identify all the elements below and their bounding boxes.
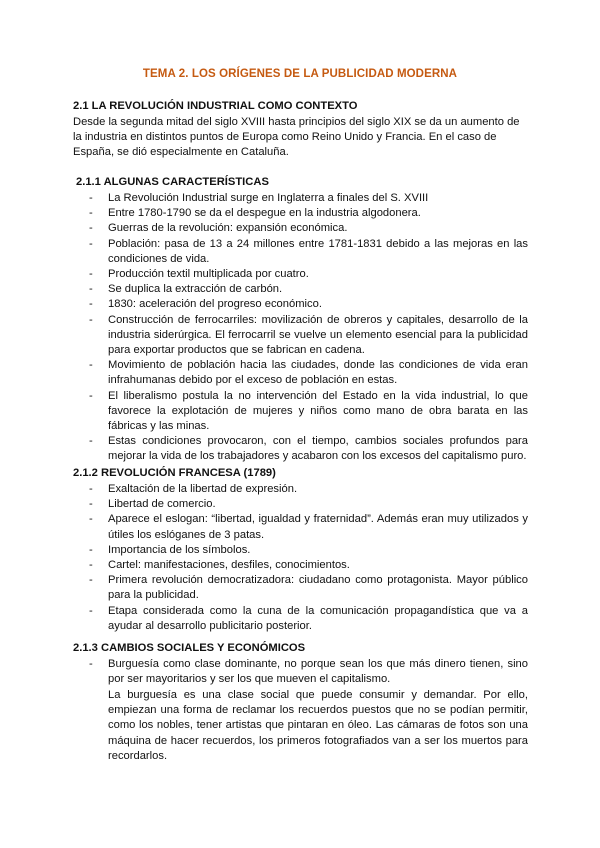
- list-item: [73, 482, 528, 497]
- list-item: [73, 573, 528, 603]
- section-2-1-3-paragraph: La burguesía es una clase social que puede consumir y demandar. Por ello, empiezan una forma de reclamar los recuerdos puestos que no se podían permitir, como los nobles, tener artistas que pintaran en óleo. Las cámaras de fotos son una máquina de hacer recuerdos, los primeros fotografiados van a ser los muertos para recordarlos.: [108, 689, 528, 762]
- list-item-text: Se duplica la extracción de carbón.: [108, 283, 283, 296]
- list-item: [73, 313, 528, 359]
- list-item-text: Cartel: manifestaciones, desfiles, conocimientos.: [108, 559, 350, 572]
- list-item: [73, 543, 528, 558]
- list-item: [73, 434, 528, 464]
- list-item: [73, 297, 528, 312]
- section-2-1-1-heading: 2.1.1 ALGUNAS CARACTERÍSTICAS: [76, 176, 269, 188]
- list-item-text: Aparece el eslogan: “libertad, igualdad y fraternidad”. Además eran muy utilizados y útiles los eslóganes de 3 patas.: [108, 513, 528, 541]
- list-item: [73, 512, 528, 542]
- list-item-text: 1830: aceleración del progreso económico.: [108, 298, 322, 311]
- list-item: [73, 221, 528, 236]
- list-item: [73, 657, 528, 687]
- section-2-1-1-list: [73, 191, 528, 465]
- bullet-dash: -: [89, 389, 93, 402]
- list-item-text: Movimiento de población hacia las ciudades, donde las condiciones de vida eran infrahumanas debido por el exceso de población en estas.: [108, 359, 528, 387]
- list-item-text: Etapa considerada como la cuna de la comunicación propagandística que va a ayudar al desarrollo publicitario posterior.: [108, 604, 528, 632]
- document-title: TEMA 2. LOS ORÍGENES DE LA PUBLICIDAD MODERNA: [142, 68, 458, 80]
- section-2-1-heading: 2.1 LA REVOLUCIÓN INDUSTRIAL COMO CONTEXTO: [73, 100, 358, 112]
- section-2-1-2-list: [73, 482, 528, 634]
- section-2-1-3-list: [73, 657, 528, 687]
- bullet-dash: -: [89, 313, 93, 326]
- bullet-dash: -: [89, 435, 93, 448]
- bullet-dash: -: [89, 192, 93, 204]
- list-item-text: Entre 1780-1790 se da el despegue en la industria algodonera.: [108, 207, 421, 220]
- list-item-text: Estas condiciones provocaron, con el tiempo, cambios sociales profundos para mejorar la vida de los trabajadores y acabaron con los excesos del capitalismo puro.: [108, 435, 528, 463]
- bullet-dash: -: [89, 268, 93, 281]
- list-item-text: La Revolución Industrial surge en Inglaterra a finales del S. XVIII: [108, 192, 429, 204]
- bullet-dash: -: [89, 359, 93, 372]
- list-item: [73, 237, 528, 267]
- list-item-text: Primera revolución democratizadora: ciudadano como protagonista. Mayor público para la publicidad.: [108, 574, 528, 602]
- bullet-dash: -: [89, 604, 93, 617]
- bullet-dash: -: [89, 222, 93, 235]
- list-item: [73, 206, 528, 221]
- bullet-dash: -: [89, 483, 93, 495]
- list-item: [73, 358, 528, 388]
- bullet-dash: -: [89, 237, 93, 250]
- bullet-dash: -: [89, 498, 93, 511]
- list-item: [73, 282, 528, 297]
- list-item: [73, 497, 528, 512]
- list-item: [73, 604, 528, 634]
- bullet-dash: -: [89, 298, 93, 311]
- list-item-text: Importancia de los símbolos.: [108, 543, 251, 556]
- list-item-text: Guerras de la revolución: expansión económica.: [108, 222, 348, 235]
- list-item-text: Burguesía como clase dominante, no porque sean los que más dinero tienen, sino por ser mayoritarios y ser los que mueven el capitalismo.: [108, 658, 528, 686]
- bullet-dash: -: [89, 207, 93, 220]
- bullet-dash: -: [89, 658, 93, 670]
- bullet-dash: -: [89, 574, 93, 587]
- list-item-text: Construcción de ferrocarriles: movilización de obreros y capitales, desarrollo de la industria siderúrgica. El ferrocarril se vuelve un elemento esencial para la publicidad para exportar productos que se fabrican en cadena.: [108, 313, 528, 357]
- list-item-text: Producción textil multiplicada por cuatro.: [108, 268, 309, 281]
- bullet-dash: -: [89, 283, 93, 296]
- list-item-text: El liberalismo postula la no intervención del Estado en la vida industrial, lo que favorece la explotación de mujeres y niños como mano de obra barata en las fábricas y las minas.: [108, 389, 528, 433]
- list-item-text: Población: pasa de 13 a 24 millones entre 1781-1831 debido a las mejoras en las condiciones de vida.: [108, 237, 528, 265]
- section-2-1-2-heading: 2.1.2 REVOLUCIÓN FRANCESA (1789): [73, 467, 276, 479]
- list-item: [73, 191, 528, 206]
- bullet-dash: -: [89, 543, 93, 556]
- list-item-text: Exaltación de la libertad de expresión.: [108, 483, 298, 495]
- bullet-dash: -: [89, 513, 93, 526]
- bullet-dash: -: [89, 559, 93, 572]
- list-item: [73, 389, 528, 435]
- list-item-text: Libertad de comercio.: [108, 498, 216, 511]
- list-item: [73, 558, 528, 573]
- list-item: [73, 267, 528, 282]
- section-2-1-3-heading: 2.1.3 CAMBIOS SOCIALES Y ECONÓMICOS: [73, 642, 306, 654]
- section-2-1-text: Desde la segunda mitad del siglo XVIII hasta principios del siglo XIX se da un aumento de la industria en distintos puntos de Europa como Reino Unido y Francia. En el caso de España, se dió especialmente en Cataluña.: [73, 116, 520, 159]
